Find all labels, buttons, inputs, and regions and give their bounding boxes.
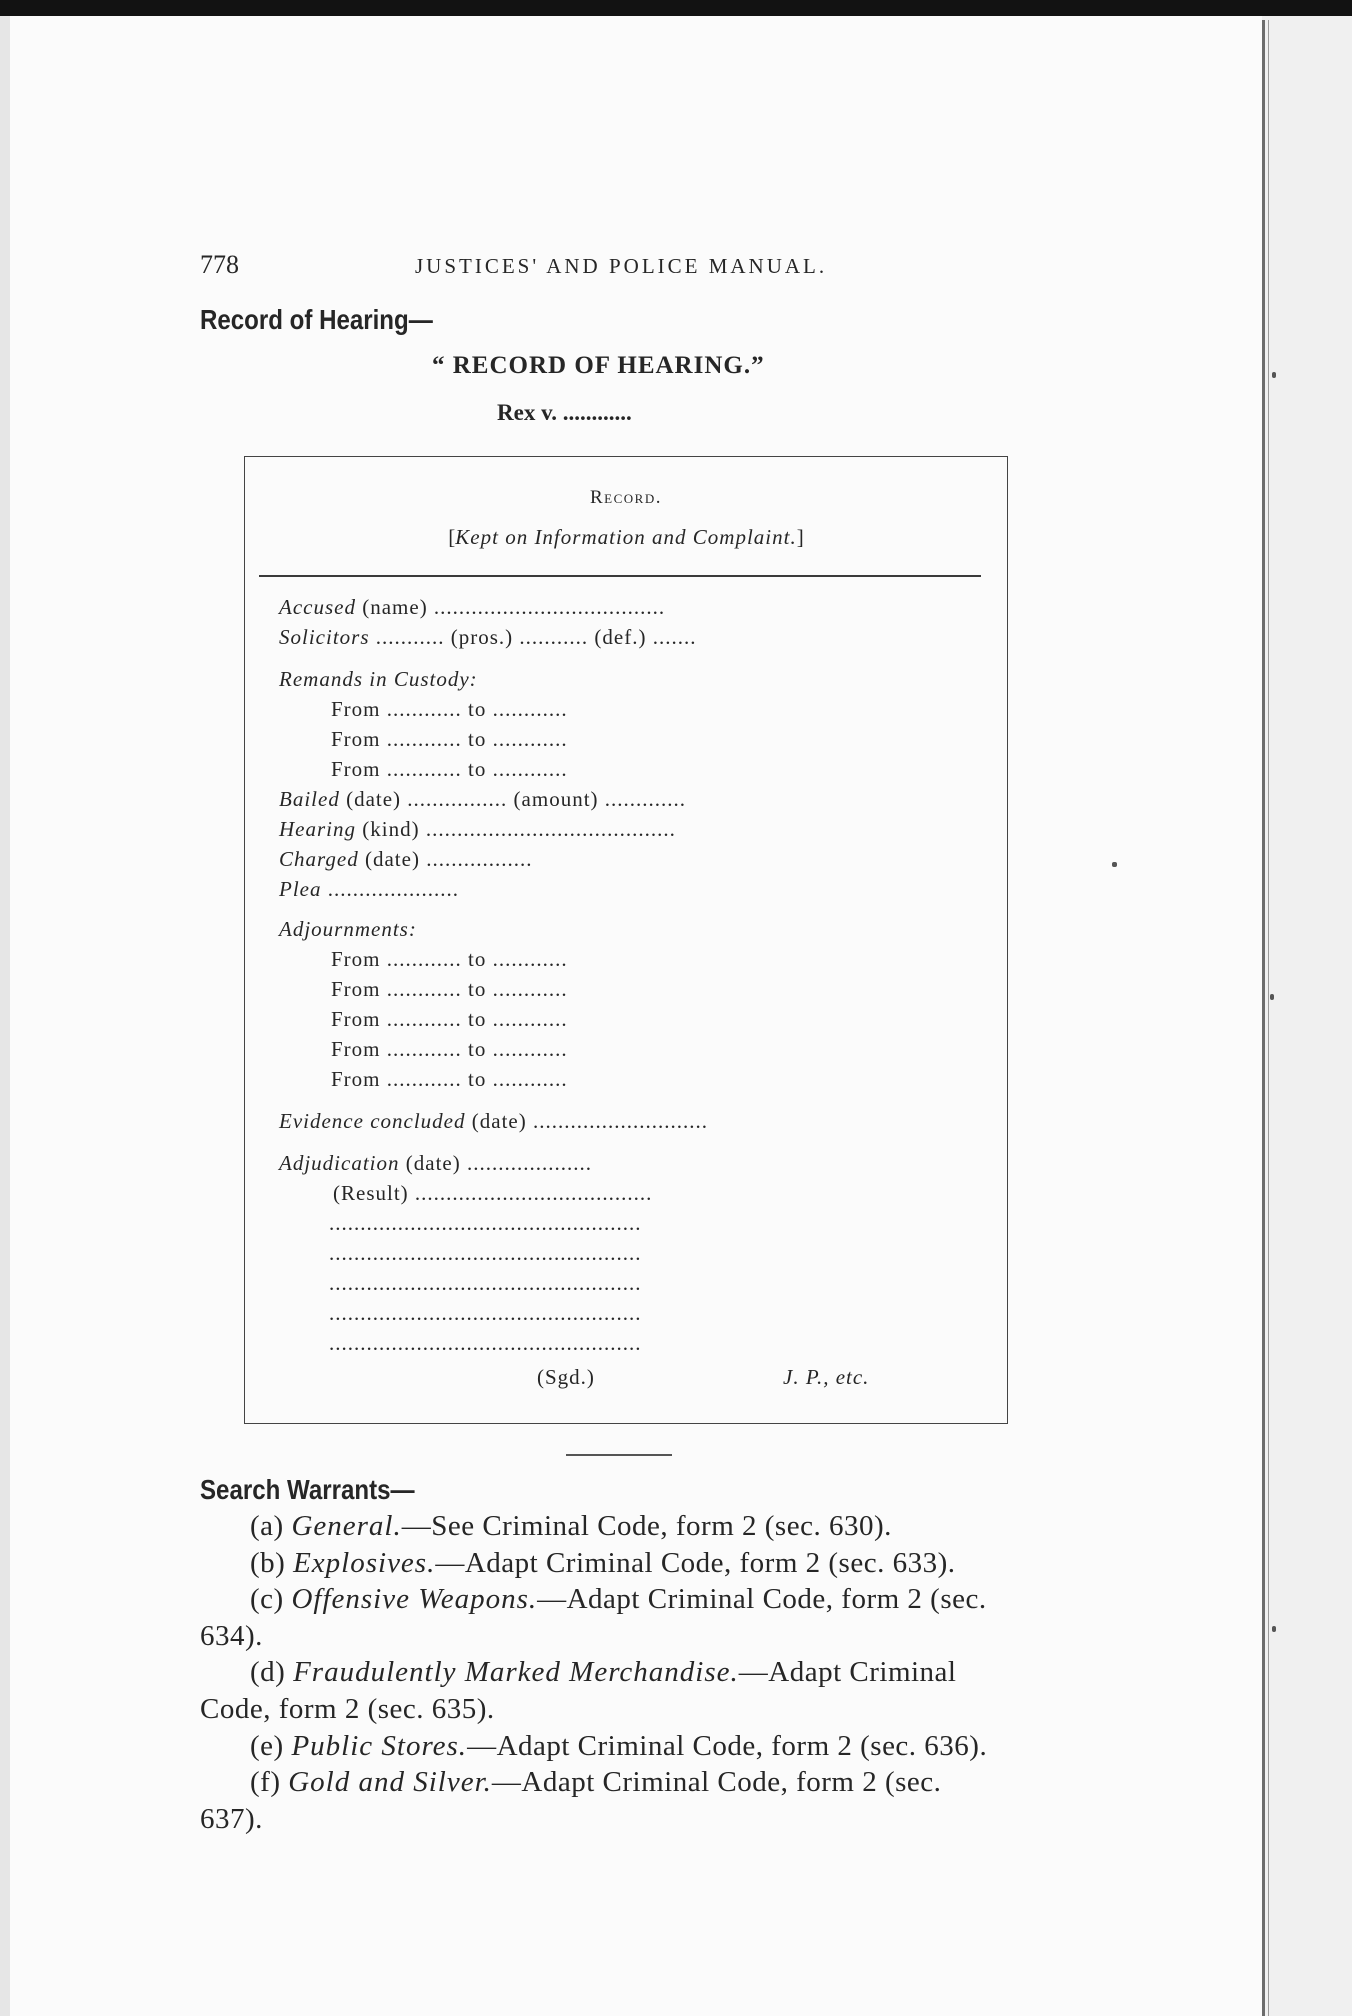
adjournment-line: From ............ to ............ — [331, 1037, 568, 1061]
field-accused: Accused (name) ..................................... — [279, 595, 666, 619]
search-item-c-cont: 634). — [200, 1620, 263, 1652]
field-adjudication: Adjudication (date) .................... — [279, 1151, 592, 1175]
form-title: “ RECORD OF HEARING.” — [432, 352, 765, 379]
gutter-line-thin — [1268, 20, 1269, 2016]
signature-jp: J. P., etc. — [783, 1365, 870, 1389]
scan-top-edge — [0, 0, 1352, 16]
running-title: JUSTICES' AND POLICE MANUAL. — [415, 254, 828, 278]
blank-line: .................................................. — [329, 1331, 642, 1355]
scan-speck — [1272, 1626, 1276, 1632]
field-evidence-concluded: Evidence concluded (date) ............................ — [279, 1109, 708, 1133]
adjournment-line: From ............ to ............ — [331, 1067, 568, 1091]
search-item-a: (a) General.—See Criminal Code, form 2 (sec. 630). — [250, 1510, 892, 1542]
adjournment-line: From ............ to ............ — [331, 947, 568, 971]
field-hearing: Hearing (kind) ........................................ — [279, 817, 676, 841]
record-title: Record. — [590, 487, 662, 508]
blank-line: .................................................. — [329, 1301, 642, 1325]
section-heading-record: Record of Hearing— — [200, 304, 433, 335]
search-item-f: (f) Gold and Silver.—Adapt Criminal Code, form 2 (sec. — [250, 1766, 942, 1798]
page-number: 778 — [200, 250, 239, 279]
scan-speck — [1272, 372, 1276, 378]
scan-speck — [1112, 862, 1117, 867]
remand-line: From ............ to ............ — [331, 697, 568, 721]
record-form-box — [244, 456, 1008, 1424]
search-item-b: (b) Explosives.—Adapt Criminal Code, form 2 (sec. 633). — [250, 1547, 956, 1579]
search-item-d: (d) Fraudulently Marked Merchandise.—Adapt Criminal — [250, 1656, 957, 1688]
adjournments-label: Adjournments: — [279, 917, 417, 941]
field-charged: Charged (date) ................. — [279, 847, 533, 871]
signature-sgd: (Sgd.) — [537, 1365, 595, 1389]
search-item-f-cont: 637). — [200, 1803, 263, 1835]
field-bailed: Bailed (date) ................ (amount) ............. — [279, 787, 687, 811]
page-gutter — [1262, 16, 1352, 2016]
rex-line: Rex v. ............ — [497, 400, 632, 425]
section-divider — [566, 1454, 672, 1456]
gutter-line — [1262, 20, 1265, 2016]
blank-line: .................................................. — [329, 1241, 642, 1265]
remand-line: From ............ to ............ — [331, 757, 568, 781]
record-rule — [259, 575, 981, 577]
adjournment-line: From ............ to ............ — [331, 1007, 568, 1031]
record-subtitle: [Kept on Information and Complaint.] — [448, 525, 804, 549]
remand-line: From ............ to ............ — [331, 727, 568, 751]
field-solicitors: Solicitors ........... (pros.) ........... (def.) ....... — [279, 625, 697, 649]
blank-line: .................................................. — [329, 1211, 642, 1235]
adjournment-line: From ............ to ............ — [331, 977, 568, 1001]
search-item-d-cont: Code, form 2 (sec. 635). — [200, 1693, 495, 1725]
field-result: (Result) ...................................... — [333, 1181, 653, 1205]
field-plea: Plea ..................... — [279, 877, 459, 901]
search-item-c: (c) Offensive Weapons.—Adapt Criminal Code, form 2 (sec. — [250, 1583, 987, 1615]
search-item-e: (e) Public Stores.—Adapt Criminal Code, form 2 (sec. 636). — [250, 1730, 988, 1762]
section-heading-search-warrants: Search Warrants— — [200, 1474, 415, 1505]
remands-label: Remands in Custody: — [279, 667, 478, 691]
blank-line: .................................................. — [329, 1271, 642, 1295]
scan-speck — [1270, 994, 1274, 1000]
